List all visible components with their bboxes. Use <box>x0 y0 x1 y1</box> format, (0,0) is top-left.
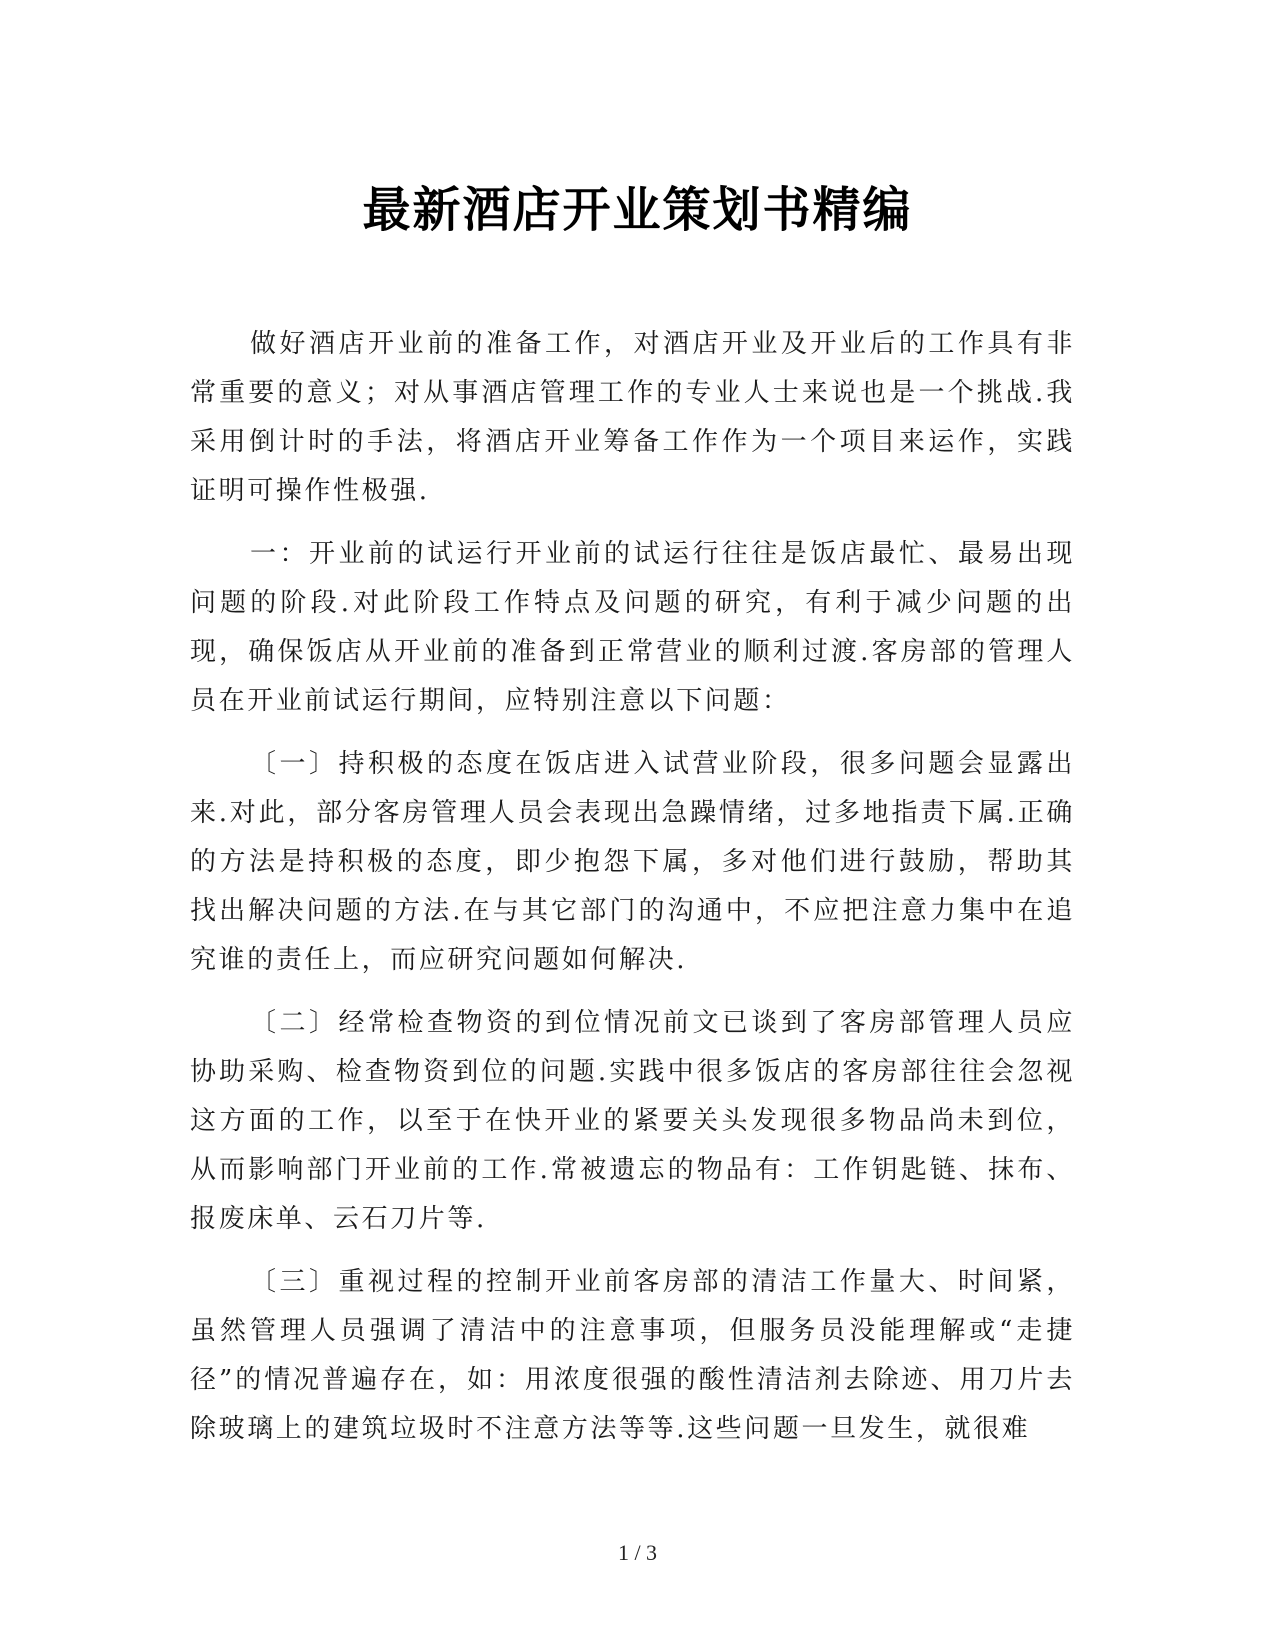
document-body <box>190 320 1075 1468</box>
paragraph-intro: 做好酒店开业前的准备工作，对酒店开业及开业后的工作具有非常重要的意义；对从事酒店管理工作的专业人士来说也是一个挑战.我采用倒计时的手法，将酒店开业筹备工作作为一个项目来运作，实践证明可操作性极强. <box>190 329 1075 506</box>
page-number: 1 / 3 <box>617 1540 658 1565</box>
document-title: 最新酒店开业策划书精编 <box>362 182 913 239</box>
paragraph-item-three: 〔三〕重视过程的控制开业前客房部的清洁工作量大、时间紧，虽然管理人员强调了清洁中的注意事项，但服务员没能理解或“走捷径”的情况普遍存在，如：用浓度很强的酸性清洁剂去除迹、用刀片去除玻璃上的建筑垃圾时不注意方法等等.这些问题一旦发生，就很难 <box>190 1267 1075 1444</box>
paragraph-item-two: 〔二〕经常检查物资的到位情况前文已谈到了客房部管理人员应协助采购、检查物资到位的问题.实践中很多饭店的客房部往往会忽视这方面的工作，以至于在快开业的紧要关头发现很多物品尚未到位，从而影响部门开业前的工作.常被遗忘的物品有：工作钥匙链、抹布、报废床单、云石刀片等. <box>190 1008 1075 1234</box>
paragraph-section-one: 一：开业前的试运行开业前的试运行往往是饭店最忙、最易出现问题的阶段.对此阶段工作特点及问题的研究，有利于减少问题的出现，确保饭店从开业前的准备到正常营业的顺利过渡.客房部的管理人员在开业前试运行期间，应特别注意以下问题： <box>190 539 1075 716</box>
paragraph-item-one: 〔一〕持积极的态度在饭店进入试营业阶段，很多问题会显露出来.对此，部分客房管理人员会表现出急躁情绪，过多地指责下属.正确的方法是持积极的态度，即少抱怨下属，多对他们进行鼓励，帮助其找出解决问题的方法.在与其它部门的沟通中，不应把注意力集中在追究谁的责任上，而应研究问题如何解决. <box>190 749 1075 975</box>
